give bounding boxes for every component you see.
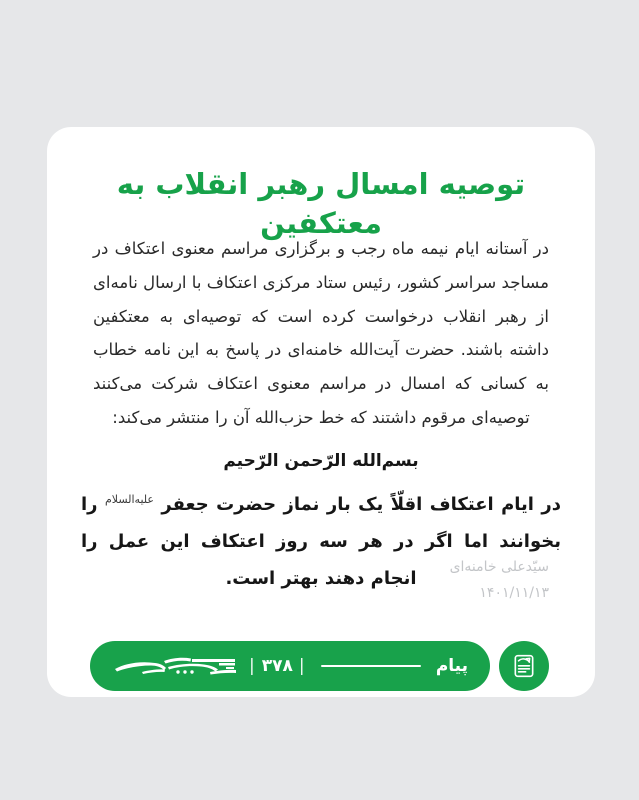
signature-date: ۱۴۰۱/۱۱/۱۳ — [479, 584, 549, 601]
khat-hezbollah-logo-icon — [112, 652, 238, 680]
issue-number: ۳۷۸ — [261, 656, 293, 676]
issue-number-group — [249, 656, 306, 676]
page-title: توصیه امسال رهبر انقلاب به معتکفین — [116, 167, 526, 241]
quote-part-after: را بخوانند اما اگر در هر سه روز اعتکاف این عمل را انجام دهند بهتر است. — [81, 494, 561, 590]
newsletter-document-icon[interactable] — [499, 641, 549, 691]
honorific-sigil: علیه‌السلام — [104, 493, 154, 507]
separator-left: | — [298, 656, 306, 676]
signature-name: سیّدعلی خامنه‌ای — [449, 559, 549, 575]
quote-part-before: در ایام اعتکاف اقلّاً یک بار نماز حضرت جعفر — [161, 494, 561, 516]
article-card — [47, 127, 595, 697]
article-body-paragraph: در آستانه ایام نیمه ماه رجب و برگزاری مراسم معنوی اعتکاف در مساجد سراسر کشور، رئیس ستاد مرکزی اعتکاف با ارسال نامه‌ای از رهبر انقلاب درخواست کرده است که توصیه‌ای به معتکفین داشته باشند. حضرت آیت‌الله خامنه‌ای در پاسخ به این نامه خطاب به کسانی که امسال در مراسم معنوی اعتکاف شرکت می‌کنند توصیه‌ای مرقوم داشتند که خط حزب‌الله آن را منتشر می‌کند: — [93, 239, 549, 428]
footer-divider-line — [321, 665, 421, 668]
separator-right: | — [249, 656, 256, 676]
footer-pill[interactable] — [90, 641, 490, 691]
footer-label-payam: پیام — [435, 656, 468, 676]
footer-bar-group — [0, 628, 639, 704]
signature-block — [450, 555, 549, 607]
basmala-line: بسم‌الله الرّحمن الرّحیم — [223, 451, 419, 471]
